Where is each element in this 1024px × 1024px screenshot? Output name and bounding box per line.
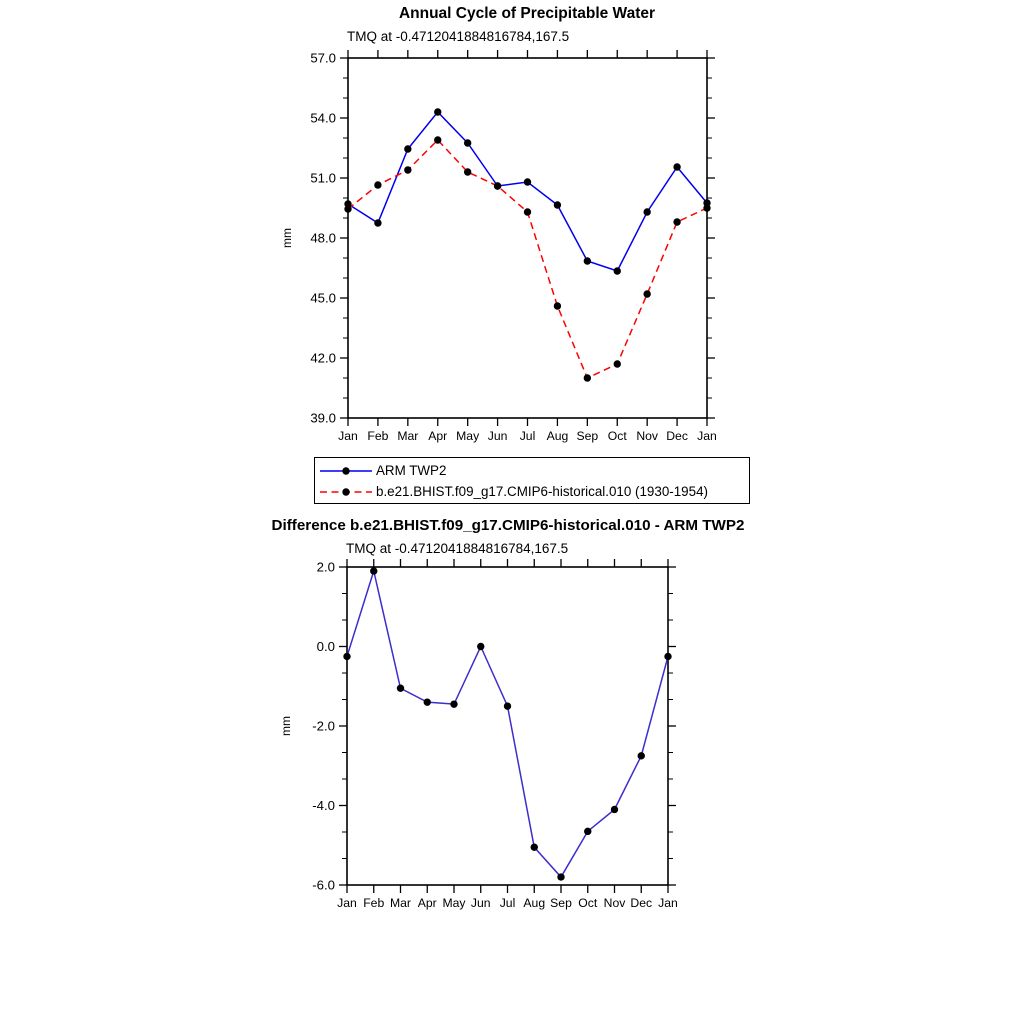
difference-subtitle: TMQ at -0.4712041884816784,167.5 <box>346 541 569 556</box>
y-tick-label: 42.0 <box>310 350 336 366</box>
data-point <box>343 653 350 660</box>
y-tick-label: 54.0 <box>310 110 336 126</box>
x-tick-label: Jun <box>487 429 508 443</box>
x-tick-label: Jul <box>519 429 536 443</box>
x-tick-label: Nov <box>603 896 626 910</box>
y-tick-label: 48.0 <box>310 230 336 246</box>
y-tick-label: 39.0 <box>310 410 336 426</box>
data-point <box>504 702 511 709</box>
x-tick-label: Sep <box>550 896 572 910</box>
x-tick-label: Jun <box>470 896 491 910</box>
data-point <box>638 752 645 759</box>
series-line-1 <box>348 140 707 378</box>
y-tick-label: -6.0 <box>312 877 335 893</box>
data-point <box>703 204 710 211</box>
data-point <box>584 828 591 835</box>
legend-item-model <box>319 481 749 502</box>
data-point <box>344 205 351 212</box>
x-tick-label: Oct <box>578 896 598 910</box>
data-point <box>524 208 531 215</box>
x-tick-label: Mar <box>390 896 411 910</box>
data-point <box>643 290 650 297</box>
data-point <box>643 208 650 215</box>
data-point <box>464 168 471 175</box>
x-tick-label: Jul <box>499 896 516 910</box>
plot-frame <box>347 567 668 885</box>
data-point <box>434 108 441 115</box>
x-tick-label: Jan <box>658 896 678 910</box>
x-tick-label: Jan <box>697 429 717 443</box>
data-point <box>424 698 431 705</box>
legend-dot <box>342 467 349 474</box>
series-line-0 <box>348 112 707 271</box>
annual-cycle-title: Annual Cycle of Precipitable Water <box>398 5 656 22</box>
legend-label: b.e21.BHIST.f09_g17.CMIP6-historical.010 (1930-1954) <box>376 484 708 499</box>
series-line-0 <box>347 571 668 877</box>
legend <box>314 457 750 504</box>
x-tick-label: Oct <box>607 429 627 443</box>
y-tick-label: 51.0 <box>310 170 336 186</box>
data-point <box>374 219 381 226</box>
legend-item-arm-twp2 <box>319 460 749 481</box>
data-point <box>434 136 441 143</box>
legend-dot <box>342 488 349 495</box>
x-tick-label: Mar <box>397 429 419 443</box>
data-point <box>494 182 501 189</box>
data-point <box>664 653 671 660</box>
y-axis-title: mm <box>279 716 293 736</box>
x-tick-label: Apr <box>417 896 437 910</box>
y-tick-label: 57.0 <box>310 50 336 66</box>
data-point <box>673 163 680 170</box>
data-point <box>370 567 377 574</box>
x-tick-label: Nov <box>636 429 659 443</box>
data-point <box>464 139 471 146</box>
x-tick-label: May <box>456 429 480 443</box>
y-tick-label: -4.0 <box>312 798 335 814</box>
x-tick-label: Sep <box>576 429 599 443</box>
y-axis-title: mm <box>280 228 294 248</box>
data-point <box>404 166 411 173</box>
y-tick-label: 45.0 <box>310 290 336 306</box>
data-point <box>450 700 457 707</box>
data-point <box>531 844 538 851</box>
legend-label: ARM TWP2 <box>376 463 447 478</box>
x-tick-label: Jan <box>337 896 357 910</box>
data-point <box>673 218 680 225</box>
data-point <box>554 201 561 208</box>
x-tick-label: Jan <box>338 429 358 443</box>
x-tick-label: Feb <box>367 429 389 443</box>
legend-marker-line-dot-icon <box>319 464 373 478</box>
data-point <box>584 257 591 264</box>
x-tick-label: Aug <box>523 896 546 910</box>
annual-cycle-chart <box>280 50 717 443</box>
data-point <box>614 360 621 367</box>
x-tick-label: May <box>442 896 466 910</box>
annual-cycle-subtitle: TMQ at -0.4712041884816784,167.5 <box>347 29 570 44</box>
x-tick-label: Dec <box>630 896 653 910</box>
x-tick-label: Aug <box>546 429 569 443</box>
data-point <box>554 302 561 309</box>
legend-marker-dashed-line-dot-icon <box>319 485 373 499</box>
x-tick-label: Apr <box>428 429 448 443</box>
difference-chart <box>279 559 678 910</box>
data-point <box>374 181 381 188</box>
plot-frame <box>348 58 707 418</box>
data-point <box>524 178 531 185</box>
y-tick-label: 0.0 <box>316 639 335 655</box>
data-point <box>477 643 484 650</box>
difference-title: Difference b.e21.BHIST.f09_g17.CMIP6-historical.010 - ARM TWP2 <box>271 517 745 534</box>
data-point <box>404 145 411 152</box>
data-point <box>557 873 564 880</box>
data-point <box>614 267 621 274</box>
x-tick-label: Dec <box>666 429 688 443</box>
y-tick-label: -2.0 <box>312 718 335 734</box>
y-tick-label: 2.0 <box>316 559 335 575</box>
x-tick-label: Feb <box>363 896 385 910</box>
data-point <box>584 374 591 381</box>
data-point <box>611 806 618 813</box>
data-point <box>397 685 404 692</box>
